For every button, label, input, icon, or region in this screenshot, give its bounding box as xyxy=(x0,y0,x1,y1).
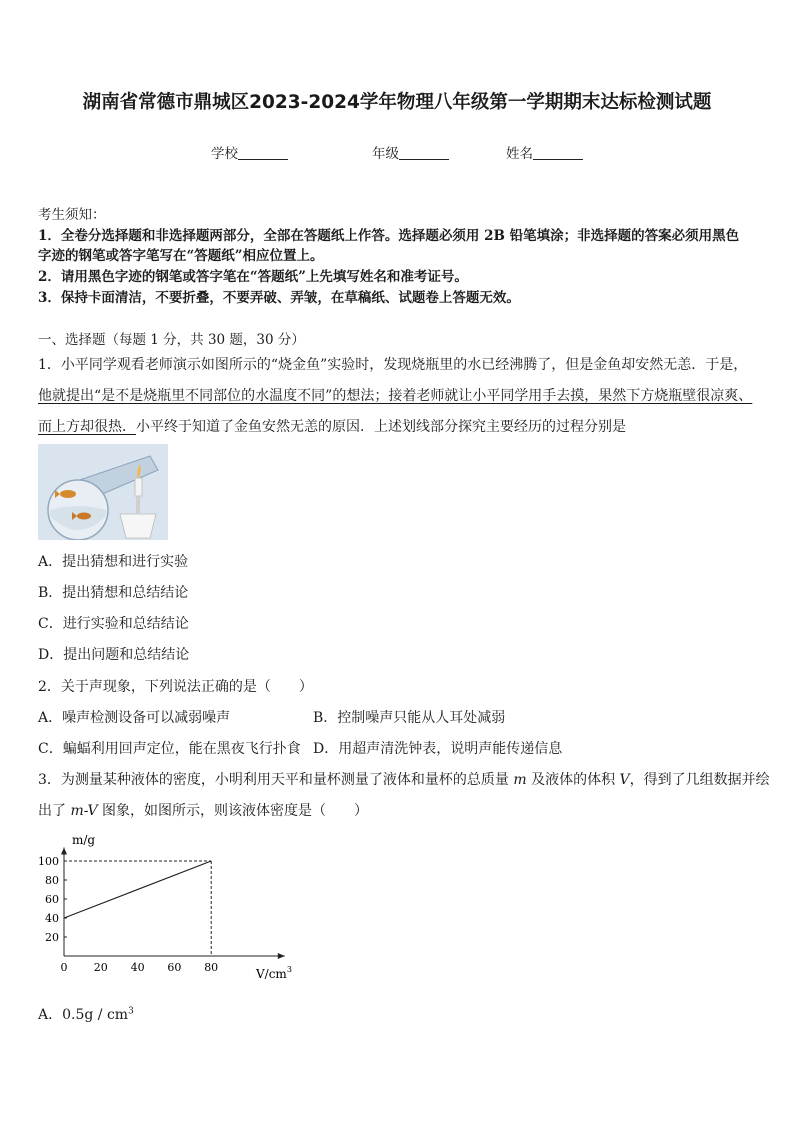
q2-option-a[interactable]: A．噪声检测设备可以减弱噪声 xyxy=(38,710,231,726)
q1-option-a[interactable]: A．提出猜想和进行实验 xyxy=(38,554,189,570)
chart-x-label-sup: 3 xyxy=(286,965,292,974)
notice-item-1a: 1．全卷分选择题和非选择题两部分，全部在答题纸上作答。选择题必须用 2B 铅笔填涂；非选择题的答案必须用黑色 xyxy=(38,228,740,244)
notice-item-1b: 字迹的钢笔或答字笔写在“答题纸”相应位置上。 xyxy=(38,248,324,264)
q1-line-3 xyxy=(38,416,626,436)
y-tick-label: 100 xyxy=(38,855,59,868)
q2-stem: 2．关于声现象，下列说法正确的是（ ） xyxy=(38,679,313,695)
q3-text-c: ，得到了几组数据并绘 xyxy=(629,772,770,788)
q2-option-b[interactable]: B．控制噪声只能从人耳处减弱 xyxy=(313,710,506,726)
goldfish-flask-illustration xyxy=(38,444,168,540)
q3-option-a-sup: 3 xyxy=(128,1006,134,1017)
chart-guides xyxy=(64,861,211,956)
chart-axes xyxy=(61,848,285,960)
q3-v: V xyxy=(619,772,630,788)
x-tick-label: 60 xyxy=(167,961,182,974)
school-blank[interactable] xyxy=(238,145,288,160)
notice-item-3: 3．保持卡面清洁，不要折叠，不要弄破、弄皱，在草稿纸、试题卷上答题无效。 xyxy=(38,290,520,306)
notice-item-2: 2．请用黑色字迹的钢笔或答字笔在“答题纸”上先填写姓名和准考证号。 xyxy=(38,269,468,285)
q1-underlined: 而上方却很热． xyxy=(38,419,136,435)
y-tick-label: 60 xyxy=(45,893,59,906)
y-tick-label: 40 xyxy=(45,912,59,925)
q2-option-d[interactable]: D．用超声清洗钟表，说明声能传递信息 xyxy=(313,741,563,757)
name-field xyxy=(506,142,583,162)
data-line xyxy=(64,861,211,918)
q2-option-c[interactable]: C．蝙蝠利用回声定位，能在黑夜飞行扑食 xyxy=(38,741,301,757)
q3-mv: m-V xyxy=(70,803,98,819)
q1-line-2: 他就提出“是不是烧瓶里不同部位的水温度不同”的想法；接着老师就让小平同学用手去摸，果然下方烧瓶壁很凉爽、 xyxy=(38,388,753,404)
school-label: 学校 xyxy=(211,146,238,162)
section-heading: 一、选择题（每题 1 分，共 30 题，30 分） xyxy=(38,332,305,348)
q1-line-1: 1．小平同学观看老师演示如图所示的“烧金鱼”实验时，发现烧瓶里的水已经沸腾了，但是金鱼却安然无恙．于是， xyxy=(38,357,748,373)
name-label: 姓名 xyxy=(506,146,533,162)
mass-volume-chart xyxy=(38,826,308,986)
grade-blank[interactable] xyxy=(399,145,449,160)
notice-heading: 考生须知： xyxy=(38,207,106,223)
q1-line-3-rest: 小平终于知道了金鱼安然无恙的原因．上述划线部分探究主要经历的过程分别是 xyxy=(136,419,626,435)
q1-option-b[interactable]: B．提出猜想和总结结论 xyxy=(38,585,189,601)
grade-label: 年级 xyxy=(372,146,399,162)
chart-series xyxy=(64,861,211,918)
chart-y-label: m/g xyxy=(72,833,96,847)
grade-field xyxy=(372,142,449,162)
q3-option-a-text: A．0.5g / cm xyxy=(38,1007,129,1023)
x-tick-label: 0 xyxy=(60,961,68,974)
q3-line-1 xyxy=(38,769,770,789)
x-tick-label: 20 xyxy=(93,961,108,974)
q3-line-2 xyxy=(38,800,368,820)
q3-text-e: 图象，如图所示，则该液体密度是（ ） xyxy=(97,803,369,819)
q3-text-b: 及液体的体积 xyxy=(526,772,620,788)
q1-option-c[interactable]: C．进行实验和总结结论 xyxy=(38,616,189,632)
exam-title: 湖南省常德市鼎城区2023-2024学年物理八年级第一学期期末达标检测试题 xyxy=(82,92,712,113)
x-tick-label: 80 xyxy=(204,961,219,974)
q3-text-d: 出了 xyxy=(38,803,71,819)
goldfish-experiment-photo xyxy=(38,444,168,540)
y-tick-label: 20 xyxy=(45,931,59,944)
name-blank[interactable] xyxy=(533,145,583,160)
q3-m: m xyxy=(513,772,527,788)
y-axis-arrow-icon xyxy=(61,848,67,855)
chart-x-label xyxy=(255,965,292,981)
q1-option-d[interactable]: D．提出问题和总结结论 xyxy=(38,647,190,663)
y-tick-label: 80 xyxy=(45,874,59,887)
x-axis-arrow-icon xyxy=(278,953,285,959)
x-tick-label: 40 xyxy=(130,961,145,974)
chart-x-label-text: V/cm xyxy=(256,967,287,981)
q3-text-a: 3．为测量某种液体的密度，小明利用天平和量杯测量了液体和量杯的总质量 xyxy=(38,772,514,788)
school-field xyxy=(211,142,288,162)
q3-option-a[interactable] xyxy=(38,1004,134,1024)
